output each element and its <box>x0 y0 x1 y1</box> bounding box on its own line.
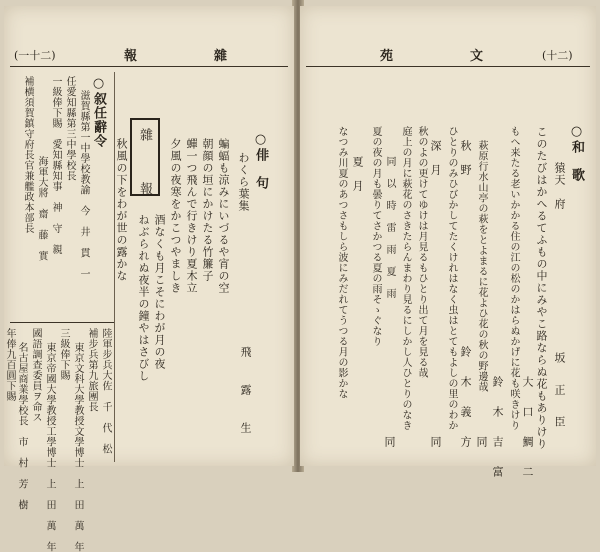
left-running-head: 報 雜 <box>124 49 230 64</box>
right-page <box>300 6 596 481</box>
waka-title: 萩原行水山亭の萩をとよまるに花よひ花の秋の野邊哉 <box>476 140 487 392</box>
appointment-entry: 東京文科大學教授文學博士 上 田 萬 年 <box>72 342 83 552</box>
haiku-author: 飛 露 生 <box>239 346 252 441</box>
waka-text: 庭上の月に萩花のさきたらんまわり見るにしかし人ひとりのなき <box>400 126 411 431</box>
right-header-rule <box>306 66 590 67</box>
left-page <box>4 6 294 552</box>
appointments-heading: ○叙任辭令 <box>91 76 106 148</box>
waka-title: 夏 月 <box>351 156 364 192</box>
haiku-line: 酒なくも月こそにわが月の夜 <box>153 214 166 370</box>
waka-author: 鈴 木 義 方 <box>459 346 472 451</box>
waka-title: 秋 野 <box>459 140 472 176</box>
waka-text: ひとりのみひびかしてたくけれはなく虫はとてもよしの里のわか <box>446 126 457 431</box>
haiku-heading: ○俳 句 <box>253 132 268 190</box>
right-page-number: (十二) <box>542 49 573 62</box>
section-label-box <box>130 118 160 209</box>
appointment-entry: 年俸九百圓下賜 <box>4 328 15 402</box>
waka-text: なつみ川夏のあつさもしら波にみだれてうつる月の影かな <box>336 126 347 399</box>
appointment-entry: 國語調查委員ヲ命ス <box>30 328 41 423</box>
right-running-head: 苑 文 <box>380 49 486 64</box>
waka-author: 同 <box>429 436 442 448</box>
left-header-rule <box>10 66 288 67</box>
left-column-rule <box>114 72 115 462</box>
waka-text: このたびはかへるてふもの中にみやこ路ならぬ花もありけり <box>535 126 548 450</box>
left-page-number: (一十二) <box>14 49 56 62</box>
appointment-entry: 補横須賀鎮守府長官兼艦政本部長 <box>22 76 33 234</box>
waka-heading: ○和 歌 <box>569 124 584 182</box>
haiku-line: 蝙蝠も涼みにいづるや宵の空 <box>217 138 230 294</box>
haiku-subheading: わくら葉集 <box>237 152 250 212</box>
section-label: 雜 報 <box>137 128 152 209</box>
waka-title: 猿天 府 <box>553 162 566 210</box>
waka-title: 深 月 <box>429 140 442 176</box>
appointments-divider <box>10 322 114 323</box>
appointment-entry: 名古屋商業學校長 市 村 芳 樹 <box>16 342 27 510</box>
waka-author: 坂 正 臣 <box>553 352 566 432</box>
haiku-line: 蟬一つ飛んで行きけり夏木立 <box>185 138 198 294</box>
waka-title: 同 以 時 雷 雨 夏 雨 <box>384 156 395 299</box>
haiku-line: ねぶられぬ夜半の鐘やはさびし <box>137 214 150 382</box>
waka-author: 鈴 木 吉 富 <box>491 376 504 481</box>
haiku-line: 朝顔の垣にかけたる竹簾子 <box>201 138 214 282</box>
waka-author: 大 口 鯛 二 <box>521 376 534 481</box>
appointment-entry: 東京帝國大學教授工學博士 上 田 萬 年 <box>44 342 55 552</box>
waka-text: 夏の夜の月も曇りてさかつる夏の雨そゝぐなり <box>370 126 381 347</box>
haiku-line: 夕風の夜寒をかこつやましき <box>169 138 182 294</box>
appointment-entry: 陸軍步兵大佐 千 代 松 <box>100 328 111 454</box>
appointment-entry: 任愛知縣第三中學校長 <box>64 76 75 181</box>
appointment-entry: 一級俸下賜 愛知縣知事 神 守 親 <box>50 76 61 255</box>
appointment-entry: 三級俸下賜 <box>58 328 69 381</box>
appointment-entry: 滋賀縣第一中學校教諭 今 井 貫 一 <box>78 90 89 279</box>
haiku-line: 秋風の下をわが世の露かな <box>115 138 128 282</box>
waka-author: 同 <box>475 436 488 448</box>
waka-author: 同 <box>383 436 396 448</box>
appointment-entry: 海軍大將 齋 藤 實 <box>36 156 47 261</box>
waka-text: 秋のよの更けてゆけは月見るもひとり出て月を見る哉 <box>416 126 427 378</box>
waka-text: もへ来たる老いかかる住の江の松のかはらぬかげに花も咲きけり <box>508 126 519 431</box>
appointment-entry: 補步兵第九旅團長 <box>86 328 97 412</box>
